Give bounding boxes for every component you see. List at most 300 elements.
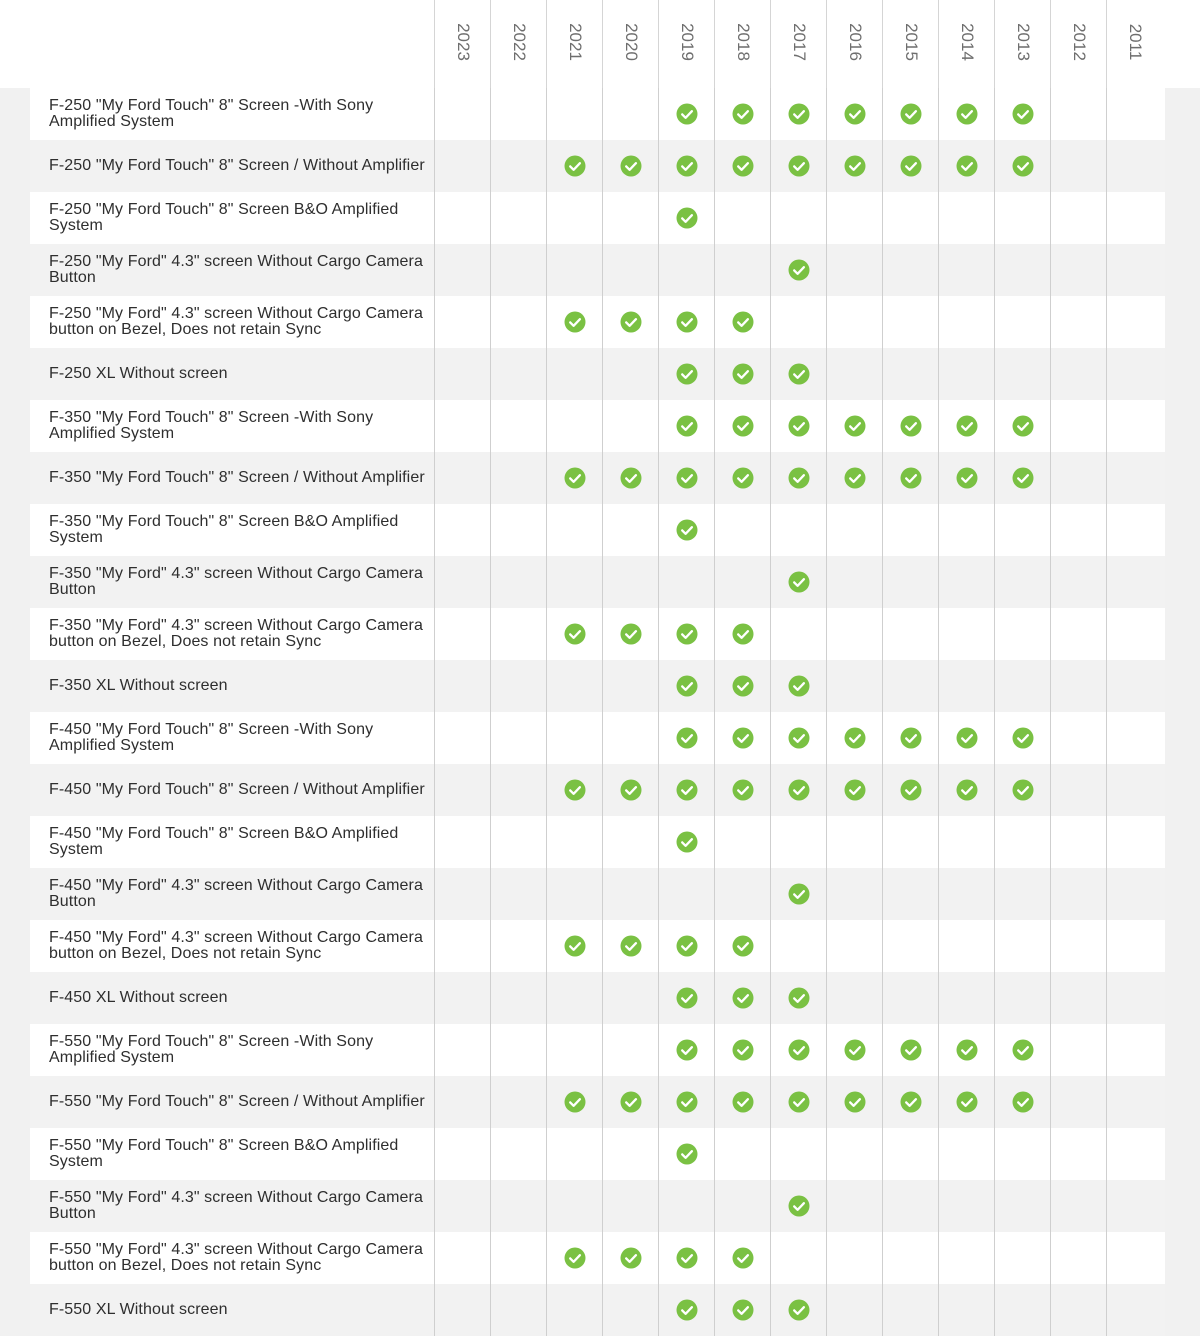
cell-2023: [434, 504, 490, 556]
cell-2015: [882, 556, 938, 608]
check-circle-icon: [788, 571, 810, 593]
cell-2020: [602, 504, 658, 556]
model-label: [49, 712, 434, 764]
check-circle-icon: [788, 1195, 810, 1217]
cell-2023: [434, 920, 490, 972]
cell-2023: [434, 556, 490, 608]
cell-2014: [938, 1284, 994, 1336]
cell-2013: [994, 920, 1050, 972]
cell-2017: [770, 660, 826, 712]
check-circle-icon: [676, 363, 698, 385]
cell-2018: [714, 972, 770, 1024]
check-circle-icon: [900, 779, 922, 801]
cell-2012: [1050, 868, 1106, 920]
cell-2020: [602, 660, 658, 712]
cell-2015: [882, 1076, 938, 1128]
cell-2019: [658, 1076, 714, 1128]
check-circle-icon: [844, 727, 866, 749]
check-circle-icon: [844, 779, 866, 801]
check-circle-icon: [620, 779, 642, 801]
year-label: 2018: [733, 23, 753, 61]
check-circle-icon: [900, 155, 922, 177]
cell-2013: [994, 296, 1050, 348]
cell-2011: [1106, 764, 1162, 816]
cell-2019: [658, 1284, 714, 1336]
check-circle-icon: [676, 935, 698, 957]
cell-2019: [658, 504, 714, 556]
cell-2020: [602, 1180, 658, 1232]
cell-2018: [714, 920, 770, 972]
year-label: 2022: [509, 23, 529, 61]
model-label: [49, 920, 434, 972]
cell-2021: [546, 816, 602, 868]
cell-2017: [770, 504, 826, 556]
check-circle-icon: [676, 727, 698, 749]
check-circle-icon: [564, 311, 586, 333]
cell-2016: [826, 1076, 882, 1128]
cell-2013: [994, 556, 1050, 608]
check-circle-icon: [732, 727, 754, 749]
table-row: [30, 1284, 1165, 1336]
check-circle-icon: [676, 103, 698, 125]
cell-2015: [882, 1128, 938, 1180]
cell-2016: [826, 504, 882, 556]
cell-2021: [546, 504, 602, 556]
year-header-2022: [490, 0, 546, 88]
cell-2013: [994, 1076, 1050, 1128]
cell-2022: [490, 920, 546, 972]
year-header-2021: [546, 0, 602, 88]
cell-2012: [1050, 296, 1106, 348]
check-circle-icon: [732, 1247, 754, 1269]
check-circle-icon: [1012, 467, 1034, 489]
model-label-text: F-250 "My Ford Touch" 8" Screen -With Sony Amplified System: [49, 97, 374, 130]
cell-2017: [770, 1232, 826, 1284]
check-circle-icon: [956, 727, 978, 749]
cell-2015: [882, 608, 938, 660]
cell-2013: [994, 192, 1050, 244]
check-circle-icon: [620, 1247, 642, 1269]
model-label-text: F-550 "My Ford Touch" 8" Screen / Without Amplifier: [49, 1093, 425, 1110]
model-label-text: F-350 "My Ford" 4.3" screen Without Cargo Camera Button: [49, 565, 423, 598]
model-label-text: F-450 "My Ford" 4.3" screen Without Cargo Camera Button: [49, 877, 423, 910]
model-label-text: F-350 "My Ford Touch" 8" Screen / Without Amplifier: [49, 469, 425, 486]
cell-2012: [1050, 712, 1106, 764]
cell-2012: [1050, 660, 1106, 712]
cell-2023: [434, 1180, 490, 1232]
table-row: [30, 660, 1165, 712]
cell-2016: [826, 972, 882, 1024]
check-circle-icon: [676, 675, 698, 697]
model-label-text: F-250 "My Ford" 4.3" screen Without Cargo Camera button on Bezel, Does not retain Sync: [49, 305, 423, 338]
check-circle-icon: [620, 935, 642, 957]
cell-2023: [434, 660, 490, 712]
table-row: [30, 244, 1165, 296]
check-circle-icon: [676, 1091, 698, 1113]
cell-2011: [1106, 244, 1162, 296]
cell-2017: [770, 88, 826, 140]
cell-2017: [770, 244, 826, 296]
model-label: [49, 1180, 434, 1232]
model-label: [49, 868, 434, 920]
cell-2021: [546, 764, 602, 816]
table-row: [30, 140, 1165, 192]
table-row: [30, 452, 1165, 504]
cell-2013: [994, 400, 1050, 452]
cell-2020: [602, 244, 658, 296]
cell-2016: [826, 1128, 882, 1180]
cell-2017: [770, 920, 826, 972]
cell-2022: [490, 816, 546, 868]
check-circle-icon: [676, 155, 698, 177]
cell-2015: [882, 868, 938, 920]
model-label: [49, 1024, 434, 1076]
cell-2017: [770, 296, 826, 348]
cell-2014: [938, 764, 994, 816]
cell-2019: [658, 1128, 714, 1180]
model-label: [49, 816, 434, 868]
cell-2016: [826, 816, 882, 868]
cell-2023: [434, 608, 490, 660]
cell-2013: [994, 1024, 1050, 1076]
check-circle-icon: [788, 1299, 810, 1321]
cell-2020: [602, 452, 658, 504]
year-header-2020: [602, 0, 658, 88]
cell-2021: [546, 712, 602, 764]
cell-2017: [770, 192, 826, 244]
cell-2019: [658, 920, 714, 972]
cell-2023: [434, 244, 490, 296]
table-row: [30, 764, 1165, 816]
cell-2015: [882, 1024, 938, 1076]
cell-2014: [938, 556, 994, 608]
cell-2018: [714, 452, 770, 504]
year-header-2018: [714, 0, 770, 88]
check-circle-icon: [676, 1039, 698, 1061]
cell-2012: [1050, 400, 1106, 452]
cell-2016: [826, 244, 882, 296]
cell-2021: [546, 452, 602, 504]
table-row: [30, 88, 1165, 140]
check-circle-icon: [788, 883, 810, 905]
cell-2012: [1050, 504, 1106, 556]
cell-2014: [938, 608, 994, 660]
check-circle-icon: [1012, 103, 1034, 125]
cell-2016: [826, 296, 882, 348]
check-circle-icon: [788, 1039, 810, 1061]
year-header-2012: [1050, 0, 1106, 88]
cell-2019: [658, 88, 714, 140]
cell-2022: [490, 88, 546, 140]
cell-2023: [434, 348, 490, 400]
check-circle-icon: [620, 1091, 642, 1113]
cell-2013: [994, 504, 1050, 556]
model-label-text: F-550 "My Ford" 4.3" screen Without Cargo Camera Button: [49, 1189, 423, 1222]
cell-2015: [882, 972, 938, 1024]
cell-2011: [1106, 608, 1162, 660]
cell-2011: [1106, 192, 1162, 244]
model-label: [49, 1284, 434, 1336]
cell-2017: [770, 868, 826, 920]
check-circle-icon: [732, 467, 754, 489]
year-header-2014: [938, 0, 994, 88]
table-row: [30, 1180, 1165, 1232]
model-label-text: F-550 "My Ford Touch" 8" Screen -With Sony Amplified System: [49, 1033, 374, 1066]
check-circle-icon: [956, 1039, 978, 1061]
check-circle-icon: [1012, 727, 1034, 749]
cell-2021: [546, 1128, 602, 1180]
cell-2023: [434, 712, 490, 764]
cell-2011: [1106, 556, 1162, 608]
table-row: [30, 816, 1165, 868]
cell-2023: [434, 1128, 490, 1180]
cell-2013: [994, 868, 1050, 920]
check-circle-icon: [732, 675, 754, 697]
cell-2013: [994, 972, 1050, 1024]
cell-2018: [714, 1128, 770, 1180]
check-circle-icon: [788, 415, 810, 437]
check-circle-icon: [676, 1299, 698, 1321]
cell-2011: [1106, 920, 1162, 972]
table-row: [30, 1024, 1165, 1076]
cell-2014: [938, 920, 994, 972]
model-label-text: F-350 "My Ford" 4.3" screen Without Cargo Camera button on Bezel, Does not retain Sync: [49, 617, 423, 650]
cell-2017: [770, 608, 826, 660]
cell-2019: [658, 556, 714, 608]
cell-2023: [434, 1076, 490, 1128]
year-label: 2011: [1125, 23, 1145, 61]
cell-2022: [490, 296, 546, 348]
cell-2019: [658, 244, 714, 296]
model-label-text: F-250 "My Ford Touch" 8" Screen / Without Amplifier: [49, 157, 425, 174]
cell-2019: [658, 712, 714, 764]
cell-2014: [938, 868, 994, 920]
cell-2017: [770, 140, 826, 192]
cell-2017: [770, 452, 826, 504]
cell-2016: [826, 868, 882, 920]
cell-2019: [658, 764, 714, 816]
cell-2017: [770, 972, 826, 1024]
cell-2020: [602, 400, 658, 452]
model-label: [49, 972, 434, 1024]
cell-2011: [1106, 972, 1162, 1024]
cell-2015: [882, 504, 938, 556]
check-circle-icon: [620, 467, 642, 489]
year-label: 2020: [621, 23, 641, 61]
table-row: [30, 348, 1165, 400]
check-circle-icon: [788, 259, 810, 281]
check-circle-icon: [564, 155, 586, 177]
cell-2014: [938, 816, 994, 868]
cell-2022: [490, 1180, 546, 1232]
cell-2014: [938, 452, 994, 504]
model-label: [49, 400, 434, 452]
cell-2011: [1106, 1128, 1162, 1180]
cell-2013: [994, 1180, 1050, 1232]
cell-2014: [938, 400, 994, 452]
cell-2022: [490, 1076, 546, 1128]
check-circle-icon: [1012, 155, 1034, 177]
check-circle-icon: [732, 1299, 754, 1321]
cell-2012: [1050, 1284, 1106, 1336]
year-label: 2013: [1013, 23, 1033, 61]
cell-2022: [490, 660, 546, 712]
cell-2019: [658, 608, 714, 660]
cell-2015: [882, 244, 938, 296]
cell-2018: [714, 1284, 770, 1336]
cell-2018: [714, 88, 770, 140]
cell-2017: [770, 764, 826, 816]
check-circle-icon: [844, 1091, 866, 1113]
model-label: [49, 348, 434, 400]
cell-2021: [546, 1024, 602, 1076]
cell-2013: [994, 140, 1050, 192]
cell-2011: [1106, 1232, 1162, 1284]
cell-2012: [1050, 1232, 1106, 1284]
year-header-2015: [882, 0, 938, 88]
cell-2018: [714, 504, 770, 556]
cell-2020: [602, 296, 658, 348]
check-circle-icon: [564, 623, 586, 645]
cell-2017: [770, 556, 826, 608]
cell-2015: [882, 296, 938, 348]
model-label-text: F-450 XL Without screen: [49, 989, 228, 1006]
cell-2019: [658, 348, 714, 400]
cell-2012: [1050, 1076, 1106, 1128]
cell-2022: [490, 452, 546, 504]
cell-2017: [770, 1284, 826, 1336]
cell-2012: [1050, 348, 1106, 400]
check-circle-icon: [844, 103, 866, 125]
check-circle-icon: [1012, 779, 1034, 801]
cell-2021: [546, 972, 602, 1024]
year-header-2013: [994, 0, 1050, 88]
check-circle-icon: [900, 103, 922, 125]
cell-2023: [434, 816, 490, 868]
cell-2022: [490, 556, 546, 608]
cell-2013: [994, 1128, 1050, 1180]
cell-2016: [826, 400, 882, 452]
check-circle-icon: [788, 103, 810, 125]
check-circle-icon: [732, 415, 754, 437]
cell-2012: [1050, 88, 1106, 140]
cell-2016: [826, 1284, 882, 1336]
check-circle-icon: [676, 831, 698, 853]
model-label-text: F-450 "My Ford Touch" 8" Screen -With Sony Amplified System: [49, 721, 374, 754]
cell-2022: [490, 348, 546, 400]
model-label-text: F-450 "My Ford Touch" 8" Screen B&O Amplified System: [49, 825, 399, 858]
cell-2014: [938, 712, 994, 764]
cell-2015: [882, 140, 938, 192]
cell-2021: [546, 1232, 602, 1284]
model-label: [49, 660, 434, 712]
cell-2020: [602, 764, 658, 816]
model-label-text: F-450 "My Ford Touch" 8" Screen / Without Amplifier: [49, 781, 425, 798]
cell-2016: [826, 764, 882, 816]
check-circle-icon: [564, 1247, 586, 1269]
cell-2014: [938, 244, 994, 296]
cell-2021: [546, 920, 602, 972]
check-circle-icon: [788, 779, 810, 801]
check-circle-icon: [1012, 1039, 1034, 1061]
cell-2020: [602, 920, 658, 972]
check-circle-icon: [676, 1143, 698, 1165]
table-row: [30, 192, 1165, 244]
check-circle-icon: [564, 467, 586, 489]
cell-2012: [1050, 1180, 1106, 1232]
cell-2015: [882, 88, 938, 140]
year-header-2011: [1106, 0, 1162, 88]
model-label-text: F-350 XL Without screen: [49, 677, 228, 694]
cell-2020: [602, 556, 658, 608]
model-label: [49, 608, 434, 660]
cell-2020: [602, 868, 658, 920]
cell-2015: [882, 712, 938, 764]
cell-2013: [994, 712, 1050, 764]
cell-2011: [1106, 1180, 1162, 1232]
cell-2019: [658, 296, 714, 348]
cell-2014: [938, 972, 994, 1024]
model-label: [49, 1076, 434, 1128]
cell-2021: [546, 296, 602, 348]
cell-2011: [1106, 140, 1162, 192]
cell-2012: [1050, 556, 1106, 608]
cell-2022: [490, 504, 546, 556]
check-circle-icon: [788, 1091, 810, 1113]
cell-2019: [658, 816, 714, 868]
cell-2011: [1106, 348, 1162, 400]
cell-2023: [434, 400, 490, 452]
cell-2011: [1106, 660, 1162, 712]
cell-2016: [826, 556, 882, 608]
check-circle-icon: [900, 1039, 922, 1061]
cell-2021: [546, 244, 602, 296]
check-circle-icon: [788, 727, 810, 749]
cell-2016: [826, 1180, 882, 1232]
cell-2016: [826, 348, 882, 400]
cell-2013: [994, 452, 1050, 504]
model-label: [49, 244, 434, 296]
check-circle-icon: [732, 623, 754, 645]
cell-2015: [882, 1180, 938, 1232]
year-label: 2021: [565, 23, 585, 61]
check-circle-icon: [788, 675, 810, 697]
cell-2023: [434, 452, 490, 504]
cell-2014: [938, 296, 994, 348]
table-row: [30, 972, 1165, 1024]
cell-2013: [994, 608, 1050, 660]
cell-2015: [882, 1232, 938, 1284]
cell-2018: [714, 660, 770, 712]
check-circle-icon: [676, 623, 698, 645]
year-label: 2019: [677, 23, 697, 61]
table-row: [30, 608, 1165, 660]
check-circle-icon: [956, 415, 978, 437]
cell-2020: [602, 712, 658, 764]
check-circle-icon: [732, 311, 754, 333]
check-circle-icon: [788, 467, 810, 489]
model-label-text: F-550 "My Ford Touch" 8" Screen B&O Amplified System: [49, 1137, 399, 1170]
check-circle-icon: [844, 467, 866, 489]
cell-2021: [546, 192, 602, 244]
model-label-text: F-350 "My Ford Touch" 8" Screen B&O Amplified System: [49, 513, 399, 546]
cell-2022: [490, 1024, 546, 1076]
cell-2018: [714, 140, 770, 192]
cell-2022: [490, 1232, 546, 1284]
cell-2021: [546, 1076, 602, 1128]
cell-2018: [714, 296, 770, 348]
cell-2014: [938, 192, 994, 244]
